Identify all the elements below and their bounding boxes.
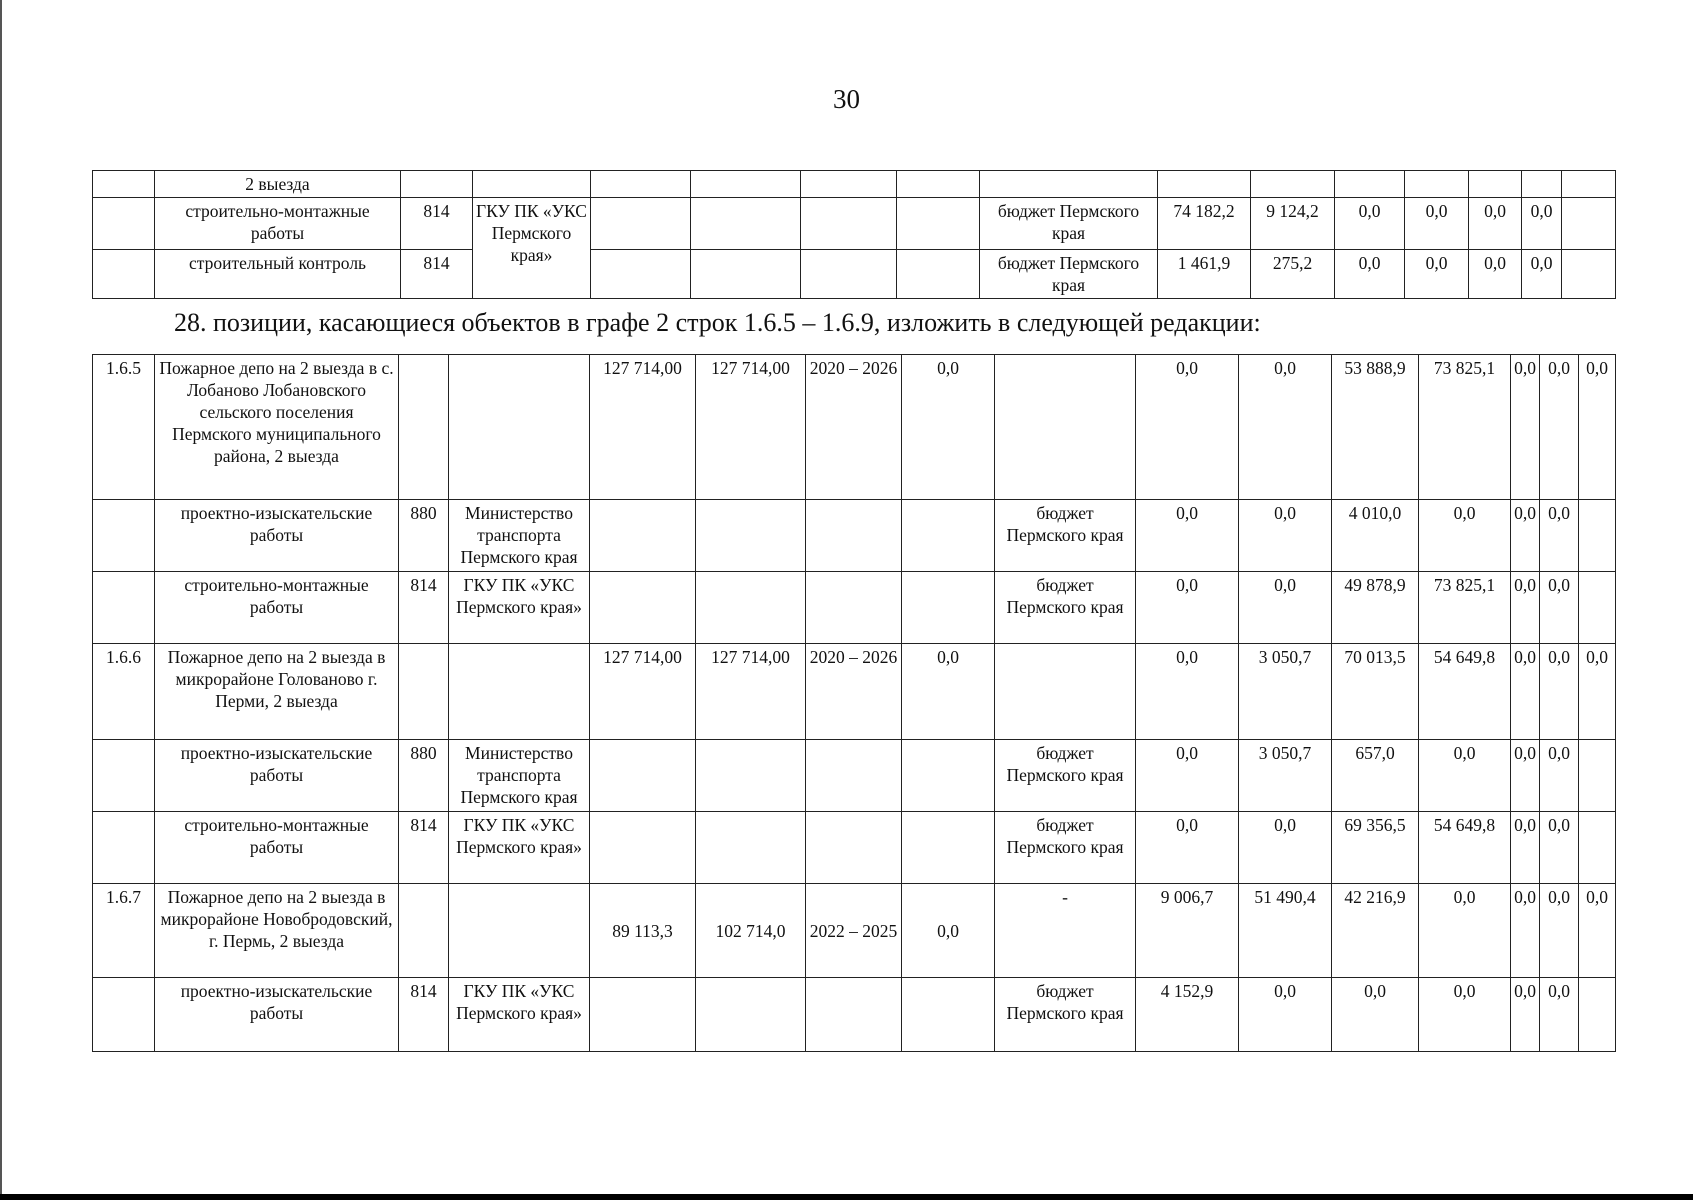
table-cell: [93, 250, 155, 299]
table-cell: [1579, 572, 1616, 644]
table-cell: 69 356,5: [1332, 812, 1419, 884]
section-heading: 28. позиции, касающиеся объектов в графе 2 строк 1.6.5 – 1.6.9, изложить в следующей редакции:: [174, 308, 1261, 337]
table-cell: [401, 171, 473, 198]
table-cell: [1579, 812, 1616, 884]
table-cell: [591, 250, 691, 299]
table-cell: [806, 740, 902, 812]
table-cell: [691, 171, 801, 198]
table-cell: [93, 171, 155, 198]
table-cell: 74 182,2: [1158, 198, 1251, 250]
table-cell: 0,0: [902, 644, 995, 740]
table-cell: 814: [401, 198, 473, 250]
table-cell: 814: [399, 978, 449, 1052]
table-cell: бюджет Пермского края: [995, 978, 1136, 1052]
table-cell: 4 010,0: [1332, 500, 1419, 572]
table-cell: [691, 198, 801, 250]
table-cell: 0,0: [1540, 572, 1579, 644]
table-cell: строительно-монтажные работы: [155, 198, 401, 250]
table-cell: [591, 171, 691, 198]
table-cell: 0,0: [1579, 884, 1616, 978]
table-row: [93, 572, 1616, 644]
table-cell: [806, 500, 902, 572]
continuation-table: [92, 170, 1616, 299]
scan-edge: [0, 0, 2, 1200]
table-cell: 0,0: [1469, 198, 1522, 250]
table-cell: ГКУ ПК «УКС Пермского края»: [473, 198, 591, 299]
table-cell: ГКУ ПК «УКС Пермского края»: [449, 572, 590, 644]
table-cell: 0,0: [1511, 500, 1540, 572]
table-cell: [1335, 171, 1405, 198]
table-cell: 42 216,9: [1332, 884, 1419, 978]
table-cell: 127 714,00: [590, 355, 696, 500]
table-cell: 2 выезда: [155, 171, 401, 198]
table-cell: [995, 355, 1136, 500]
table-cell: [1469, 171, 1522, 198]
table-cell: 0,0: [1511, 355, 1540, 500]
table-cell: [801, 198, 897, 250]
table-cell: 2020 – 2026: [806, 355, 902, 500]
table-cell: 0,0: [902, 884, 995, 978]
table-cell: проектно-изыскательские работы: [155, 500, 399, 572]
table-cell: 0,0: [1540, 978, 1579, 1052]
table-cell: 0,0: [1419, 500, 1511, 572]
table-cell: 3 050,7: [1239, 740, 1332, 812]
table-cell: 0,0: [1419, 978, 1511, 1052]
table-cell: бюджет Пермского края: [995, 572, 1136, 644]
table-cell: Пожарное депо на 2 выезда в микрорайоне Голованово г. Перми, 2 выезда: [155, 644, 399, 740]
table-cell: 0,0: [1511, 812, 1540, 884]
table-cell: 0,0: [1511, 740, 1540, 812]
table-cell: 0,0: [902, 355, 995, 500]
table-cell: 2022 – 2025: [806, 884, 902, 978]
table-row: [93, 740, 1616, 812]
table-cell: 0,0: [1419, 884, 1511, 978]
table-cell: [696, 978, 806, 1052]
table-cell: бюджет Пермского края: [995, 740, 1136, 812]
table-cell: 0,0: [1540, 355, 1579, 500]
table-cell: [995, 644, 1136, 740]
table-cell: [696, 812, 806, 884]
table-cell: 0,0: [1511, 978, 1540, 1052]
table-cell: 814: [399, 572, 449, 644]
table-cell: 0,0: [1136, 572, 1239, 644]
table-cell: Министерство транспорта Пермского края: [449, 500, 590, 572]
table-cell: строительно-монтажные работы: [155, 572, 399, 644]
table-cell: [902, 740, 995, 812]
table-cell: [590, 812, 696, 884]
table-cell: 880: [399, 740, 449, 812]
table-cell: [591, 198, 691, 250]
table-cell: [902, 500, 995, 572]
table-cell: [1405, 171, 1469, 198]
table-cell: 0,0: [1136, 500, 1239, 572]
table-cell: строительный контроль: [155, 250, 401, 299]
table-cell: [1562, 171, 1616, 198]
table-cell: [93, 740, 155, 812]
table-cell: Пожарное депо на 2 выезда в микрорайоне Новобродовский, г. Пермь, 2 выезда: [155, 884, 399, 978]
table-cell: [473, 171, 591, 198]
table-cell: 0,0: [1239, 812, 1332, 884]
table-cell: 2020 – 2026: [806, 644, 902, 740]
table-cell: 0,0: [1335, 198, 1405, 250]
table-cell: 73 825,1: [1419, 572, 1511, 644]
table-cell: Пожарное депо на 2 выезда в с. Лобаново Лобановского сельского поселения Пермского муниципального района, 2 выезда: [155, 355, 399, 500]
table-cell: [801, 250, 897, 299]
table-row: [93, 250, 1616, 299]
table-cell: [696, 740, 806, 812]
table-row: [93, 978, 1616, 1052]
table-cell: бюджет Пермского края: [980, 250, 1158, 299]
table-cell: [590, 740, 696, 812]
objects-table: [92, 354, 1616, 1052]
table-cell: 1.6.7: [93, 884, 155, 978]
table-cell: [93, 500, 155, 572]
table-cell: 1.6.5: [93, 355, 155, 500]
table-cell: [590, 572, 696, 644]
table-cell: [1251, 171, 1335, 198]
table-cell: [93, 978, 155, 1052]
table-cell: [93, 812, 155, 884]
table-cell: 0,0: [1332, 978, 1419, 1052]
table-cell: ГКУ ПК «УКС Пермского края»: [449, 812, 590, 884]
table-cell: 0,0: [1136, 740, 1239, 812]
table-cell: 0,0: [1540, 740, 1579, 812]
table-cell: [93, 572, 155, 644]
table-cell: 0,0: [1540, 812, 1579, 884]
table-cell: 70 013,5: [1332, 644, 1419, 740]
table-cell: [590, 500, 696, 572]
table-cell: 0,0: [1239, 500, 1332, 572]
table-cell: 49 878,9: [1332, 572, 1419, 644]
table-cell: 0,0: [1579, 644, 1616, 740]
table-cell: 127 714,00: [696, 644, 806, 740]
table-row: [93, 171, 1616, 198]
table-row: [93, 884, 1616, 978]
table-cell: [449, 355, 590, 500]
table-cell: 54 649,8: [1419, 812, 1511, 884]
table-cell: [93, 198, 155, 250]
table-cell: бюджет Пермского края: [980, 198, 1158, 250]
table-cell: 127 714,00: [590, 644, 696, 740]
table-cell: 814: [401, 250, 473, 299]
table-cell: 53 888,9: [1332, 355, 1419, 500]
table-cell: 89 113,3: [590, 884, 696, 978]
table-cell: 0,0: [1405, 250, 1469, 299]
table-cell: 880: [399, 500, 449, 572]
table-cell: 0,0: [1522, 198, 1562, 250]
table-cell: [691, 250, 801, 299]
table-cell: 0,0: [1511, 572, 1540, 644]
table-cell: 0,0: [1239, 978, 1332, 1052]
table-row: [93, 355, 1616, 500]
table-cell: [696, 500, 806, 572]
table-cell: [897, 198, 980, 250]
table-cell: 0,0: [1579, 355, 1616, 500]
table-cell: [1562, 250, 1616, 299]
table-cell: 0,0: [1335, 250, 1405, 299]
table-cell: [590, 978, 696, 1052]
table-cell: 0,0: [1136, 812, 1239, 884]
table-cell: Министерство транспорта Пермского края: [449, 740, 590, 812]
table-cell: 275,2: [1251, 250, 1335, 299]
table-cell: 0,0: [1540, 500, 1579, 572]
table-cell: 3 050,7: [1239, 644, 1332, 740]
table-cell: 814: [399, 812, 449, 884]
table-cell: [806, 812, 902, 884]
table-cell: 102 714,0: [696, 884, 806, 978]
table-cell: 0,0: [1522, 250, 1562, 299]
table-cell: [1579, 978, 1616, 1052]
table-cell: бюджет Пермского края: [995, 500, 1136, 572]
table-cell: 0,0: [1239, 355, 1332, 500]
table-cell: [1579, 740, 1616, 812]
table-cell: [1158, 171, 1251, 198]
table-cell: 0,0: [1419, 740, 1511, 812]
table-cell: [980, 171, 1158, 198]
table-cell: [449, 644, 590, 740]
table-row: [93, 644, 1616, 740]
table-cell: 657,0: [1332, 740, 1419, 812]
table-cell: [806, 978, 902, 1052]
table-row: [93, 198, 1616, 250]
table-cell: [1522, 171, 1562, 198]
table-cell: 4 152,9: [1136, 978, 1239, 1052]
table-cell: 0,0: [1239, 572, 1332, 644]
table-cell: [1579, 500, 1616, 572]
table-cell: -: [995, 884, 1136, 978]
table-cell: [902, 978, 995, 1052]
table-cell: 51 490,4: [1239, 884, 1332, 978]
table-cell: 9 124,2: [1251, 198, 1335, 250]
table-cell: [399, 884, 449, 978]
table-cell: [399, 644, 449, 740]
table-row: [93, 812, 1616, 884]
table-cell: [801, 171, 897, 198]
table-cell: 0,0: [1511, 884, 1540, 978]
table-cell: 0,0: [1511, 644, 1540, 740]
page-number: 30: [833, 84, 860, 114]
table-cell: [696, 572, 806, 644]
table-cell: [902, 812, 995, 884]
table-cell: 1 461,9: [1158, 250, 1251, 299]
table-cell: 0,0: [1405, 198, 1469, 250]
table-cell: [449, 884, 590, 978]
table-cell: 0,0: [1136, 644, 1239, 740]
table-cell: 0,0: [1469, 250, 1522, 299]
table-cell: 1.6.6: [93, 644, 155, 740]
table-cell: 0,0: [1540, 884, 1579, 978]
table-cell: 54 649,8: [1419, 644, 1511, 740]
table-cell: [897, 250, 980, 299]
table-cell: 127 714,00: [696, 355, 806, 500]
table-cell: бюджет Пермского края: [995, 812, 1136, 884]
table-cell: 0,0: [1540, 644, 1579, 740]
table-cell: 9 006,7: [1136, 884, 1239, 978]
table-cell: проектно-изыскательские работы: [155, 978, 399, 1052]
table-cell: [902, 572, 995, 644]
table-cell: проектно-изыскательские работы: [155, 740, 399, 812]
table-cell: строительно-монтажные работы: [155, 812, 399, 884]
table-cell: [806, 572, 902, 644]
scan-bottom-border: [0, 1194, 1693, 1200]
table-cell: 0,0: [1136, 355, 1239, 500]
table-cell: [897, 171, 980, 198]
table-cell: ГКУ ПК «УКС Пермского края»: [449, 978, 590, 1052]
table-cell: [1562, 198, 1616, 250]
table-cell: 73 825,1: [1419, 355, 1511, 500]
table-cell: [399, 355, 449, 500]
table-row: [93, 500, 1616, 572]
